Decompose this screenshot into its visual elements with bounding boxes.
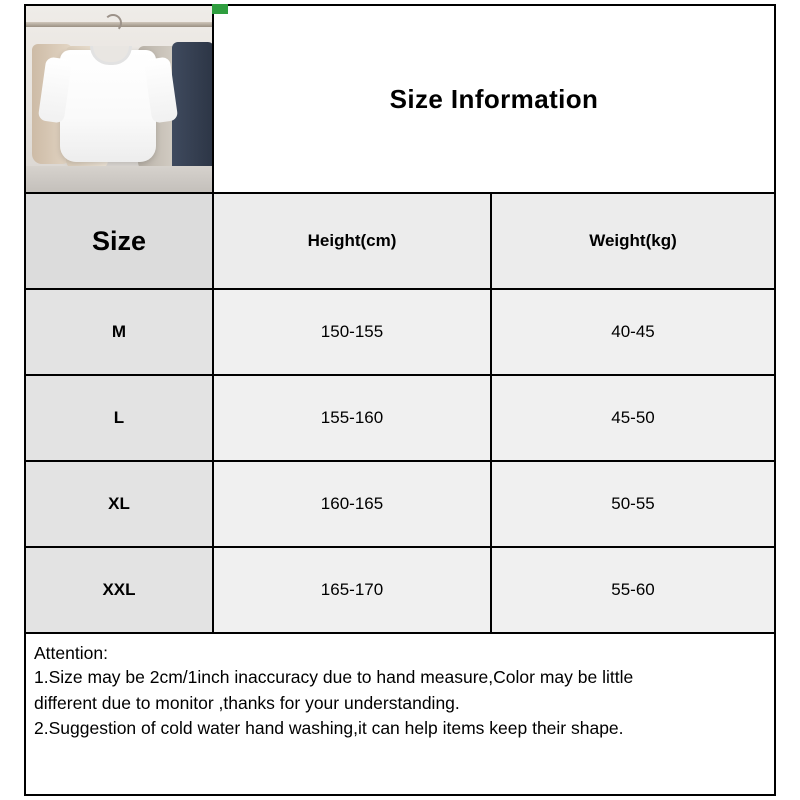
cell-size xyxy=(26,376,214,460)
cell-height xyxy=(214,548,492,632)
cell-height-value: 160-165 xyxy=(320,494,384,513)
hanger-hook-icon xyxy=(104,14,122,32)
attention-line-1: 1.Size may be 2cm/1inch inaccuracy due to hand measure,Color may be little xyxy=(34,667,634,688)
attention-block xyxy=(26,634,774,794)
cell-weight-value: 50-55 xyxy=(611,494,655,513)
page-title: Size Information xyxy=(389,83,599,114)
table-header-weight-label: Weight(kg) xyxy=(589,231,677,250)
cell-size-value: XXL xyxy=(102,580,136,599)
cell-height-value: 150-155 xyxy=(320,322,384,341)
title-cell xyxy=(214,6,774,192)
size-table xyxy=(26,194,774,634)
cell-weight xyxy=(492,548,774,632)
table-row xyxy=(26,462,774,548)
table-header-row xyxy=(26,194,774,290)
white-tshirt xyxy=(60,50,156,162)
table-header-height xyxy=(214,194,492,288)
cell-weight-value: 45-50 xyxy=(611,408,655,427)
cell-height xyxy=(214,462,492,546)
green-corner-mark xyxy=(212,4,228,14)
cell-size-value: L xyxy=(113,408,125,427)
table-header-size-label: Size xyxy=(91,225,147,256)
product-photo xyxy=(26,6,214,192)
cell-size-value: M xyxy=(111,322,127,341)
table-header-height-label: Height(cm) xyxy=(307,231,397,250)
table-header-weight xyxy=(492,194,774,288)
cell-height xyxy=(214,376,492,460)
table-row xyxy=(26,290,774,376)
cell-weight xyxy=(492,462,774,546)
chart-top-band xyxy=(26,6,774,194)
table-row xyxy=(26,376,774,462)
attention-heading: Attention: xyxy=(34,643,108,663)
size-chart xyxy=(24,4,776,796)
attention-line-2: different due to monitor ,thanks for your understanding. xyxy=(34,692,460,713)
cell-height xyxy=(214,290,492,374)
cell-height-value: 165-170 xyxy=(320,580,384,599)
table-row xyxy=(26,548,774,634)
cell-height-value: 155-160 xyxy=(320,408,384,427)
cell-weight xyxy=(492,376,774,460)
cell-size xyxy=(26,548,214,632)
table-header-size xyxy=(26,194,214,288)
attention-line-3: 2.Suggestion of cold water hand washing,it can help items keep their shape. xyxy=(34,717,624,738)
cell-weight xyxy=(492,290,774,374)
cell-size-value: XL xyxy=(108,494,130,513)
cell-weight-value: 40-45 xyxy=(611,322,655,341)
garment-denim xyxy=(172,42,214,178)
photo-floor xyxy=(26,166,212,192)
cell-weight-value: 55-60 xyxy=(611,580,655,599)
cell-size xyxy=(26,290,214,374)
cell-size xyxy=(26,462,214,546)
